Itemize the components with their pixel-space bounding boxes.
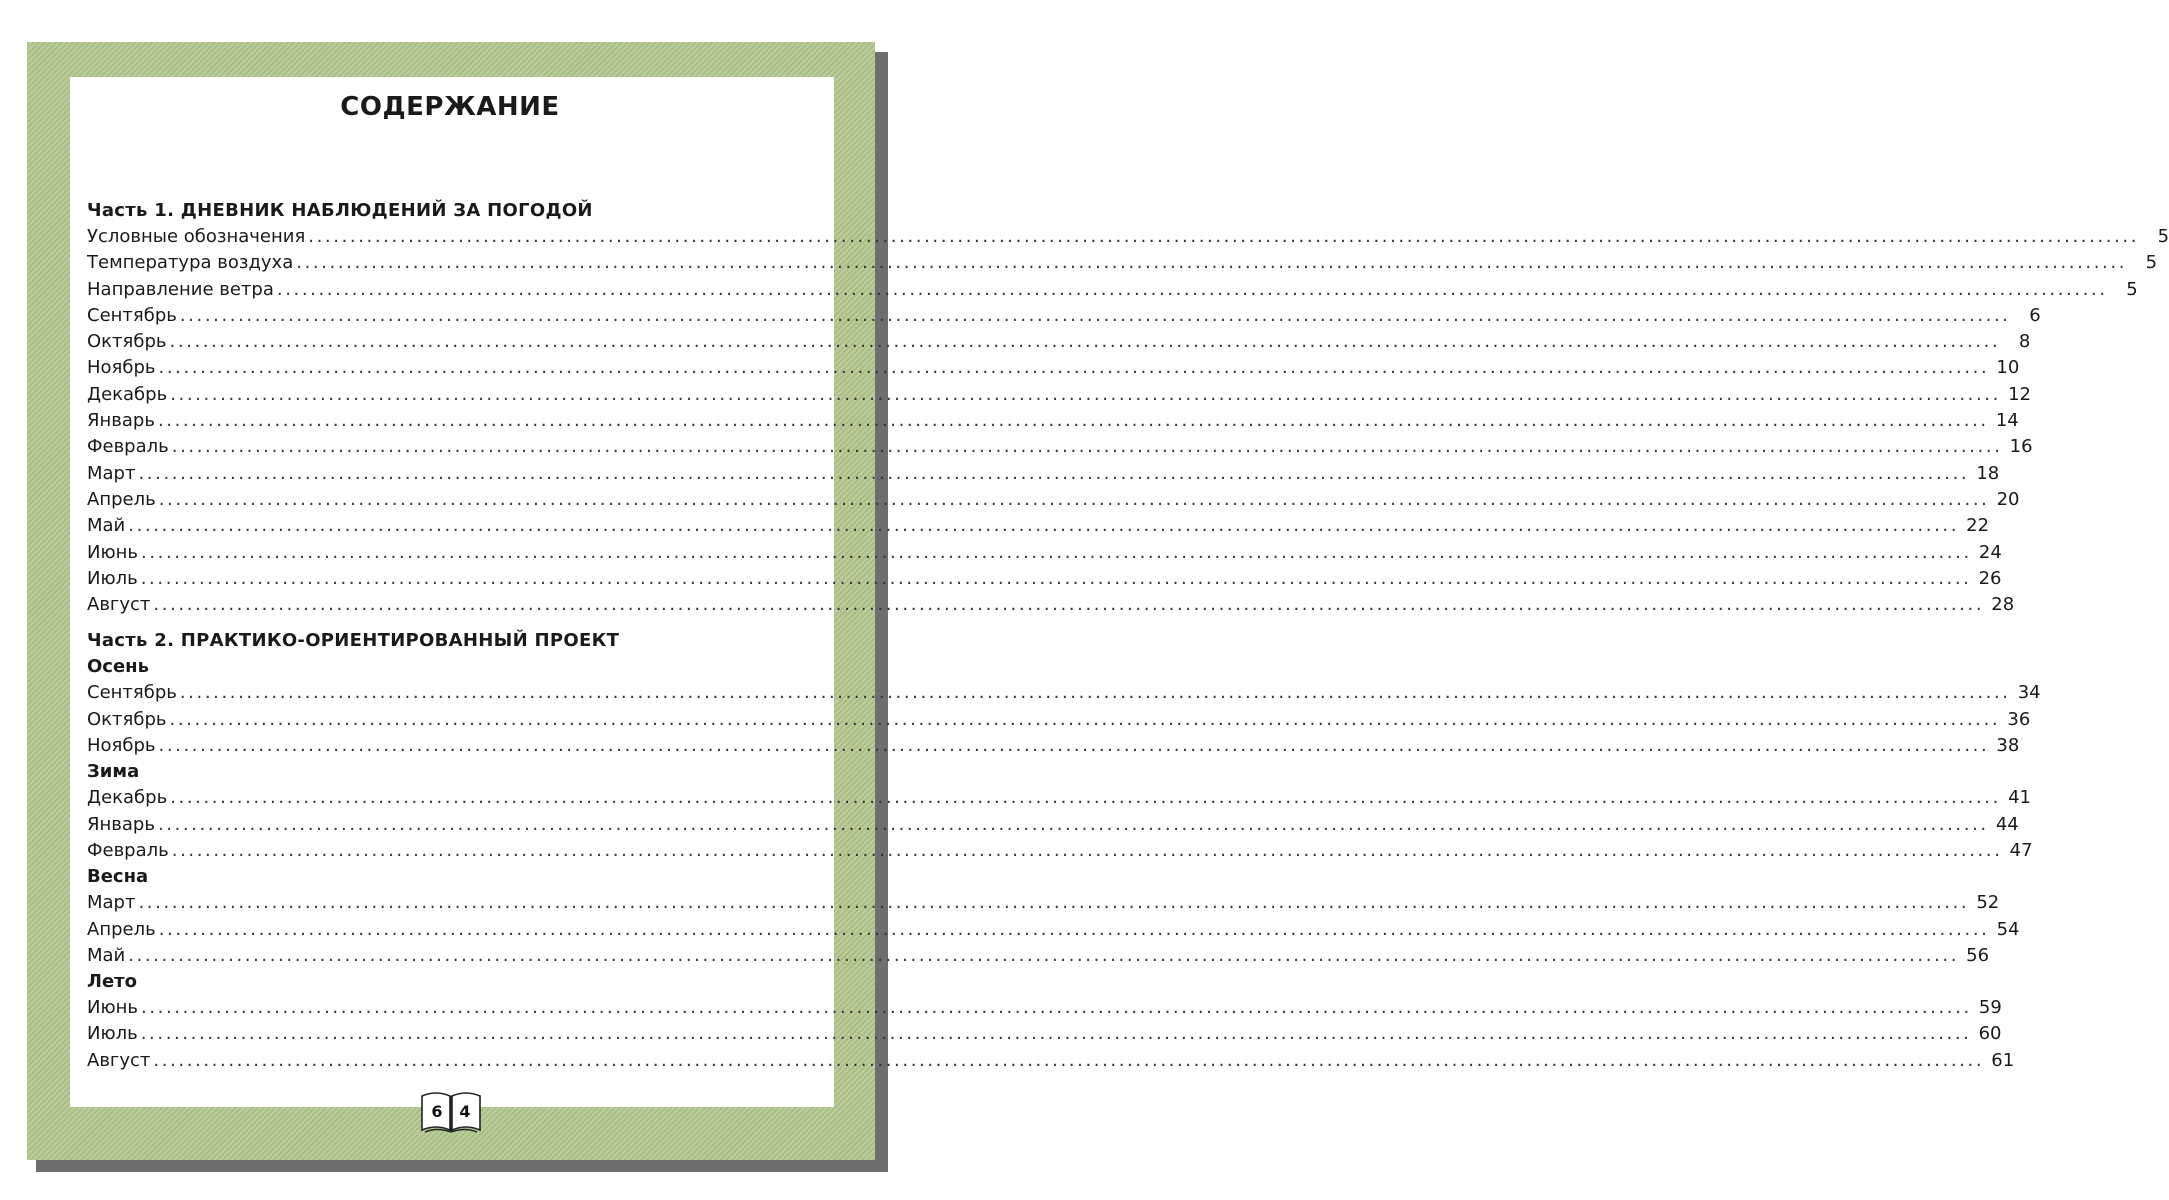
toc-entry-page: 61	[1991, 1049, 2015, 1071]
toc-entry	[87, 812, 2019, 838]
toc-entry-page: 60	[1978, 1023, 2002, 1045]
toc-entry-page: 10	[1996, 357, 2020, 379]
toc-entry-label: Июль	[87, 1023, 138, 1045]
toc-entry	[87, 513, 1990, 539]
toc-entry-page: 38	[1996, 735, 2020, 757]
toc-entry-page: 36	[2007, 708, 2031, 730]
page-number-left: 6	[431, 1102, 443, 1121]
dot-leader: ............................................................................................................................................................................................................................	[171, 839, 2003, 861]
season-heading: Осень	[87, 656, 149, 678]
toc-entry	[87, 733, 2020, 759]
toc-entry	[87, 355, 2020, 381]
toc-entry-page: 8	[2018, 331, 2031, 353]
dot-leader: ............................................................................................................................................................................................................................	[308, 226, 2140, 247]
toc-entry	[87, 943, 1990, 969]
toc-entry-page: 24	[1978, 541, 2002, 563]
dot-leader: ............................................................................................................................................................................................................................	[158, 357, 1990, 379]
toc-entry	[87, 838, 2033, 864]
toc-entry-page: 59	[1978, 997, 2002, 1019]
dot-leader: ............................................................................................................................................................................................................................	[169, 331, 2001, 353]
toc-entry-page: 18	[1976, 462, 2000, 484]
toc-entry	[87, 707, 2031, 733]
toc-entry-label: Сентябрь	[87, 682, 177, 704]
toc-entry	[87, 329, 2031, 355]
toc-entry	[87, 382, 2031, 408]
toc-entry-label: Март	[87, 462, 136, 484]
toc-entry	[87, 434, 2033, 460]
toc-entry	[87, 1048, 2015, 1074]
toc-entry	[87, 250, 2158, 276]
toc-entry	[87, 1021, 2002, 1047]
toc-entry	[87, 592, 2015, 618]
toc-entry-page: 5	[2157, 226, 2169, 247]
toc-entry-page: 52	[1976, 892, 2000, 914]
toc-entry-label: Октябрь	[87, 331, 167, 353]
dot-leader: ............................................................................................................................................................................................................................	[170, 383, 2001, 405]
toc-entry-page: 5	[2145, 252, 2158, 274]
dot-leader: ............................................................................................................................................................................................................................	[140, 1023, 1972, 1045]
toc-entry-label: Октябрь	[87, 708, 167, 730]
toc-entry	[87, 890, 2000, 916]
toc-entry-page: 26	[1978, 567, 2002, 589]
toc-entry-page: 34	[2017, 682, 2041, 704]
toc-entry	[87, 408, 2019, 434]
season-heading: Весна	[87, 866, 149, 888]
toc-entry	[87, 995, 2002, 1021]
page-number-badge	[419, 1086, 483, 1134]
dot-leader: ............................................................................................................................................................................................................................	[141, 541, 1972, 563]
toc-entry-page: 14	[1995, 410, 2019, 432]
dot-leader: ............................................................................................................................................................................................................................	[170, 787, 2001, 809]
toc-entry-page: 44	[1995, 813, 2019, 835]
dot-leader: ............................................................................................................................................................................................................................	[128, 944, 1960, 966]
part1-heading: Часть 1. ДНЕВНИК НАБЛЮДЕНИЙ ЗА ПОГОДОЙ	[87, 200, 593, 221]
dot-leader: ............................................................................................................................................................................................................................	[179, 682, 2011, 704]
toc-entry-label: Ноябрь	[87, 357, 156, 379]
dot-leader: ............................................................................................................................................................................................................................	[276, 278, 2108, 300]
toc-entry	[87, 566, 2002, 592]
dot-leader: ............................................................................................................................................................................................................................	[158, 918, 1990, 940]
toc-entry-label: Март	[87, 892, 136, 914]
toc-entry-label: Температура воздуха	[87, 252, 294, 274]
toc-entry-label: Июнь	[87, 541, 138, 563]
toc-entry-label: Январь	[87, 813, 155, 835]
dot-leader: ............................................................................................................................................................................................................................	[169, 708, 2001, 730]
toc-entry	[87, 680, 2041, 706]
toc-entry-page: 16	[2009, 436, 2033, 458]
part1-entries	[87, 224, 2169, 618]
toc-entry-label: Направление ветра	[87, 278, 274, 300]
toc-entry-page: 20	[1996, 488, 2020, 510]
toc-entry-page: 47	[2009, 839, 2033, 861]
toc-entry-label: Сентябрь	[87, 304, 177, 326]
toc-entry-label: Апрель	[87, 918, 156, 940]
toc-entry-label: Июль	[87, 567, 138, 589]
season-heading: Лето	[87, 971, 137, 993]
dot-leader: ............................................................................................................................................................................................................................	[138, 892, 1970, 914]
toc-entry	[87, 785, 2031, 811]
toc-entry-page: 28	[1991, 594, 2015, 616]
toc-entry-label: Июнь	[87, 997, 138, 1019]
dot-leader: ............................................................................................................................................................................................................................	[153, 594, 1985, 616]
table-of-contents	[87, 198, 2169, 1074]
toc-entry-label: Май	[87, 515, 126, 537]
toc-entry-page: 12	[2008, 383, 2031, 405]
dot-leader: ............................................................................................................................................................................................................................	[171, 436, 2003, 458]
toc-entry	[87, 461, 2000, 487]
dot-leader: ............................................................................................................................................................................................................................	[138, 462, 1970, 484]
toc-entry-page: 5	[2126, 278, 2138, 300]
toc-entry-label: Февраль	[87, 436, 169, 458]
toc-entry-label: Май	[87, 944, 126, 966]
toc-entry-page: 22	[1966, 515, 1990, 537]
toc-entry-page: 56	[1966, 944, 1990, 966]
dot-leader: ............................................................................................................................................................................................................................	[128, 515, 1960, 537]
page-title: СОДЕРЖАНИЕ	[340, 92, 560, 122]
toc-entry	[87, 224, 2169, 250]
part2-seasons	[87, 654, 2041, 1074]
dot-leader: ............................................................................................................................................................................................................................	[157, 410, 1989, 432]
dot-leader: ............................................................................................................................................................................................................................	[179, 304, 2011, 326]
part2-heading: Часть 2. ПРАКТИКО-ОРИЕНТИРОВАННЫЙ ПРОЕКТ	[87, 630, 620, 652]
toc-entry-label: Февраль	[87, 839, 169, 861]
dot-leader: ............................................................................................................................................................................................................................	[153, 1049, 1985, 1071]
toc-entry-page: 6	[2029, 304, 2041, 326]
dot-leader: ............................................................................................................................................................................................................................	[157, 813, 1989, 835]
toc-entry-label: Декабрь	[87, 383, 168, 405]
toc-entry	[87, 540, 2002, 566]
toc-entry-page: 41	[2008, 787, 2031, 809]
toc-entry-label: Апрель	[87, 488, 156, 510]
toc-entry	[87, 277, 2138, 303]
toc-entry-label: Ноябрь	[87, 735, 156, 757]
dot-leader: ............................................................................................................................................................................................................................	[141, 997, 1972, 1019]
dot-leader: ............................................................................................................................................................................................................................	[296, 252, 2128, 274]
toc-entry-label: Декабрь	[87, 787, 168, 809]
toc-entry-label: Август	[87, 1049, 151, 1071]
toc-entry-label: Август	[87, 594, 151, 616]
dot-leader: ............................................................................................................................................................................................................................	[158, 488, 1990, 510]
dot-leader: ............................................................................................................................................................................................................................	[140, 567, 1972, 589]
season-heading: Зима	[87, 761, 140, 783]
toc-entry	[87, 917, 2020, 943]
dot-leader: ............................................................................................................................................................................................................................	[158, 735, 1990, 757]
toc-entry-label: Условные обозначения	[87, 226, 306, 247]
toc-entry-page: 54	[1996, 918, 2020, 940]
page-number-right: 4	[459, 1102, 471, 1121]
toc-entry-label: Январь	[87, 410, 155, 432]
toc-entry	[87, 303, 2041, 329]
toc-entry	[87, 487, 2020, 513]
